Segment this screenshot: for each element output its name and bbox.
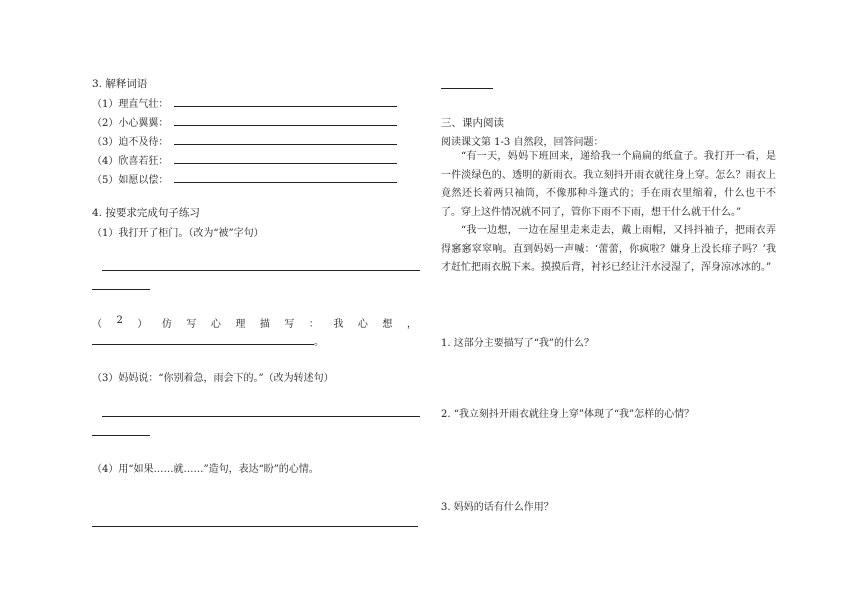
reading-question-1: 1. 这部分主要描写了“我”的什么？: [441, 338, 594, 349]
q4-sentence-4: （4）用“如果……就……”造句，表达“盼”的心情。: [92, 464, 319, 475]
q3-item-4-answer-line[interactable]: [174, 163, 397, 164]
q4-s3-answer-line-2[interactable]: [92, 435, 150, 436]
reading-question-3: 3. 妈妈的话有什么作用？: [441, 502, 554, 513]
carryover-answer-line[interactable]: [441, 88, 493, 89]
q4-s2-answer-line[interactable]: [92, 344, 314, 345]
reading-instruction: 阅读课文第 1-3 自然段，回答问题：: [441, 137, 604, 148]
passage-paragraph-1: “有一天，妈妈下班回来，递给我一个扁扁的纸盒子。我打开一看，是一件淡绿色的、透明的新雨衣。我立刻抖开雨衣就往身上穿。怎么？雨衣上竟然还长着两只袖筒，不像那种斗篷式的；手在雨衣里缩着，什么也干不了。穿上这件情况就不同了，管你下雨不下雨，想干什么就干什么。”: [441, 151, 776, 218]
q4-sentence-2: （ 2 ） 仿 写 心 理 描 写 ： 我 心 想 ，: [92, 315, 417, 330]
section-title: 三、课内阅读: [441, 117, 504, 129]
q3-item-5-label: （5）如愿以偿：: [92, 175, 169, 186]
reading-question-2: 2. “我立刻抖开雨衣就往身上穿”体现了“我”怎样的心情？: [441, 409, 695, 420]
q4-s1-answer-line-1[interactable]: [102, 270, 420, 271]
q4-s1-answer-line-2[interactable]: [92, 289, 150, 290]
reading-passage: [441, 148, 776, 278]
q3-item-1-label: （1）理直气壮：: [92, 99, 169, 110]
passage-paragraph-2: “我一边想，一边在屋里走来走去，戴上雨帽，又抖抖袖子，把雨衣弄得窸窸窣窣响。直到妈妈一声喊：‘蕾蕾，你疯啦？嫌身上没长痱子吗？’我才赶忙把雨衣脱下来。摸摸后背，衬衫已经让汗水浸湿了，浑身凉冰冰的。”: [441, 225, 776, 273]
q3-item-3-answer-line[interactable]: [174, 144, 397, 145]
q3-title: 3. 解释词语: [92, 78, 148, 90]
q4-sentence-1: （1）我打开了柜门。（改为“被”字句）: [92, 228, 264, 239]
q4-s2-end-mark: 。: [314, 337, 324, 348]
q4-title: 4. 按要求完成句子练习: [92, 207, 200, 219]
q3-item-3-label: （3）迫不及待：: [92, 137, 169, 148]
q4-s3-answer-line-1[interactable]: [102, 416, 420, 417]
q3-item-1-answer-line[interactable]: [174, 106, 397, 107]
q3-item-2-answer-line[interactable]: [174, 125, 397, 126]
q3-item-5-answer-line[interactable]: [174, 182, 397, 183]
q3-item-2-label: （2）小心翼翼：: [92, 118, 169, 129]
q4-s4-answer-line[interactable]: [92, 526, 418, 527]
q3-item-4-label: （4）欣喜若狂：: [92, 156, 169, 167]
q4-sentence-3: （3）妈妈说：“你别着急，雨会下的。”（改为转述句）: [92, 373, 334, 384]
